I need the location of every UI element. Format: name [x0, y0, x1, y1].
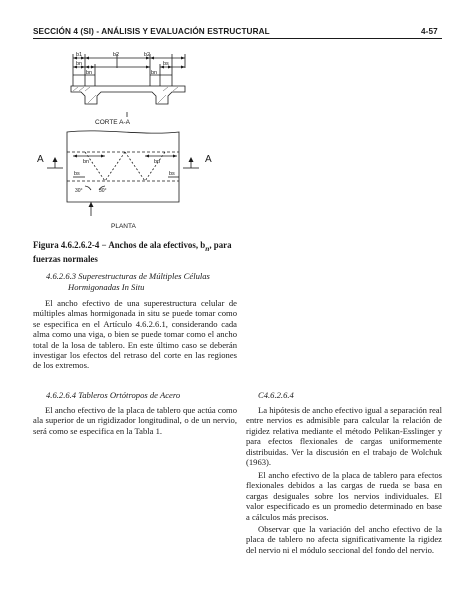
- cut-marker-left: A: [37, 154, 44, 165]
- dim-bn-label-3: bn: [151, 70, 158, 76]
- plan-label: PLANTA: [111, 223, 136, 230]
- header-rule: [33, 38, 442, 39]
- section-heading-4-6-2-6-4: 4.6.2.6.4 Tableros Ortótropos de Acero: [46, 390, 181, 400]
- paragraph-orthotropic: El ancho efectivo de la placa de tablero que actúa como ala superior de un rigidizador longitudinal, o de un nervio, será como se especifica en la Tabla 1.: [33, 405, 237, 436]
- heading-line-2: Hormigonadas In Situ: [68, 281, 145, 292]
- dim-bn-label: bn: [76, 61, 83, 67]
- running-header-section: SECCIÓN 4 (SI) - ANÁLISIS Y EVALUACIÓN ESTRUCTURAL: [33, 27, 270, 36]
- section-heading-4-6-2-6-3: [46, 271, 236, 292]
- section-label: CORTE A-A: [95, 119, 130, 126]
- plan-bs-left: bs: [74, 171, 80, 177]
- caption-title: Figura 4.6.2.6.2-4 − Anchos de ala efectivos, b: [33, 240, 206, 250]
- dim-b1-label: b1: [76, 52, 83, 58]
- heading-line-1: 4.6.2.6.3 Superestructuras de Múltiples Células: [46, 271, 210, 281]
- caption-subscript: n: [205, 243, 210, 253]
- dim-b2-label-2: b2: [144, 52, 151, 58]
- commentary-heading-c4-6-2-6-4: C4.6.2.6.4: [258, 390, 294, 400]
- angle-label-right: 30°: [99, 188, 107, 194]
- dim-bn-label-2: bn: [86, 70, 93, 76]
- plan-bn-right: bn: [154, 159, 161, 165]
- paragraph-multi-cell: El ancho efectivo de una superestructura celular de múltiples almas hormigonada in situ se puede tomar como se especifica en el Artículo 4.6.2.6.1, considerando cada alma como una viga, o bien se puede tomar como el ancho total de la losa de tablero. En este último caso se deberán investigar los efectos del retraso del corte en las regiones de los extremos.: [33, 298, 237, 371]
- dim-b2-label: b2: [113, 52, 120, 58]
- effective-flange-width-figure: [33, 44, 233, 236]
- commentary-paragraph-3: Observar que la variación del ancho efectivo de la placa de tablero no afecta significativamente la rigidez del nervio ni el módulo seccional del fondo del nervio.: [246, 524, 442, 555]
- caption-suffix: , para fuerzas normales: [33, 240, 232, 264]
- commentary-paragraph-1: La hipótesis de ancho efectivo igual a separación real entre nervios es admisible para calcular la relación de rigidez relativa mediante el método Pelikan-Esslinger y para efectos flexionales de cargas uniformemente distribuidas. Ver la discusión en el trabajo de Wolchuk (1963).: [246, 405, 442, 468]
- cut-marker-right: A: [205, 154, 212, 165]
- plan-bs-right: bs: [169, 171, 175, 177]
- commentary-paragraph-2: El ancho efectivo de la placa de tablero para efectos flexionales debidos a las cargas de rueda se basa en cargas desiguales sobre los nervios individuales. El valor especificado es un promedio determinado en base a cálculos más precisos.: [246, 470, 442, 522]
- running-header-page-number: 4-57: [421, 27, 438, 36]
- figure-caption: [33, 240, 238, 265]
- dim-bs-label-2: bs: [163, 61, 169, 67]
- plan-bn-left: bn: [83, 159, 90, 165]
- angle-label-left: 30°: [75, 188, 83, 194]
